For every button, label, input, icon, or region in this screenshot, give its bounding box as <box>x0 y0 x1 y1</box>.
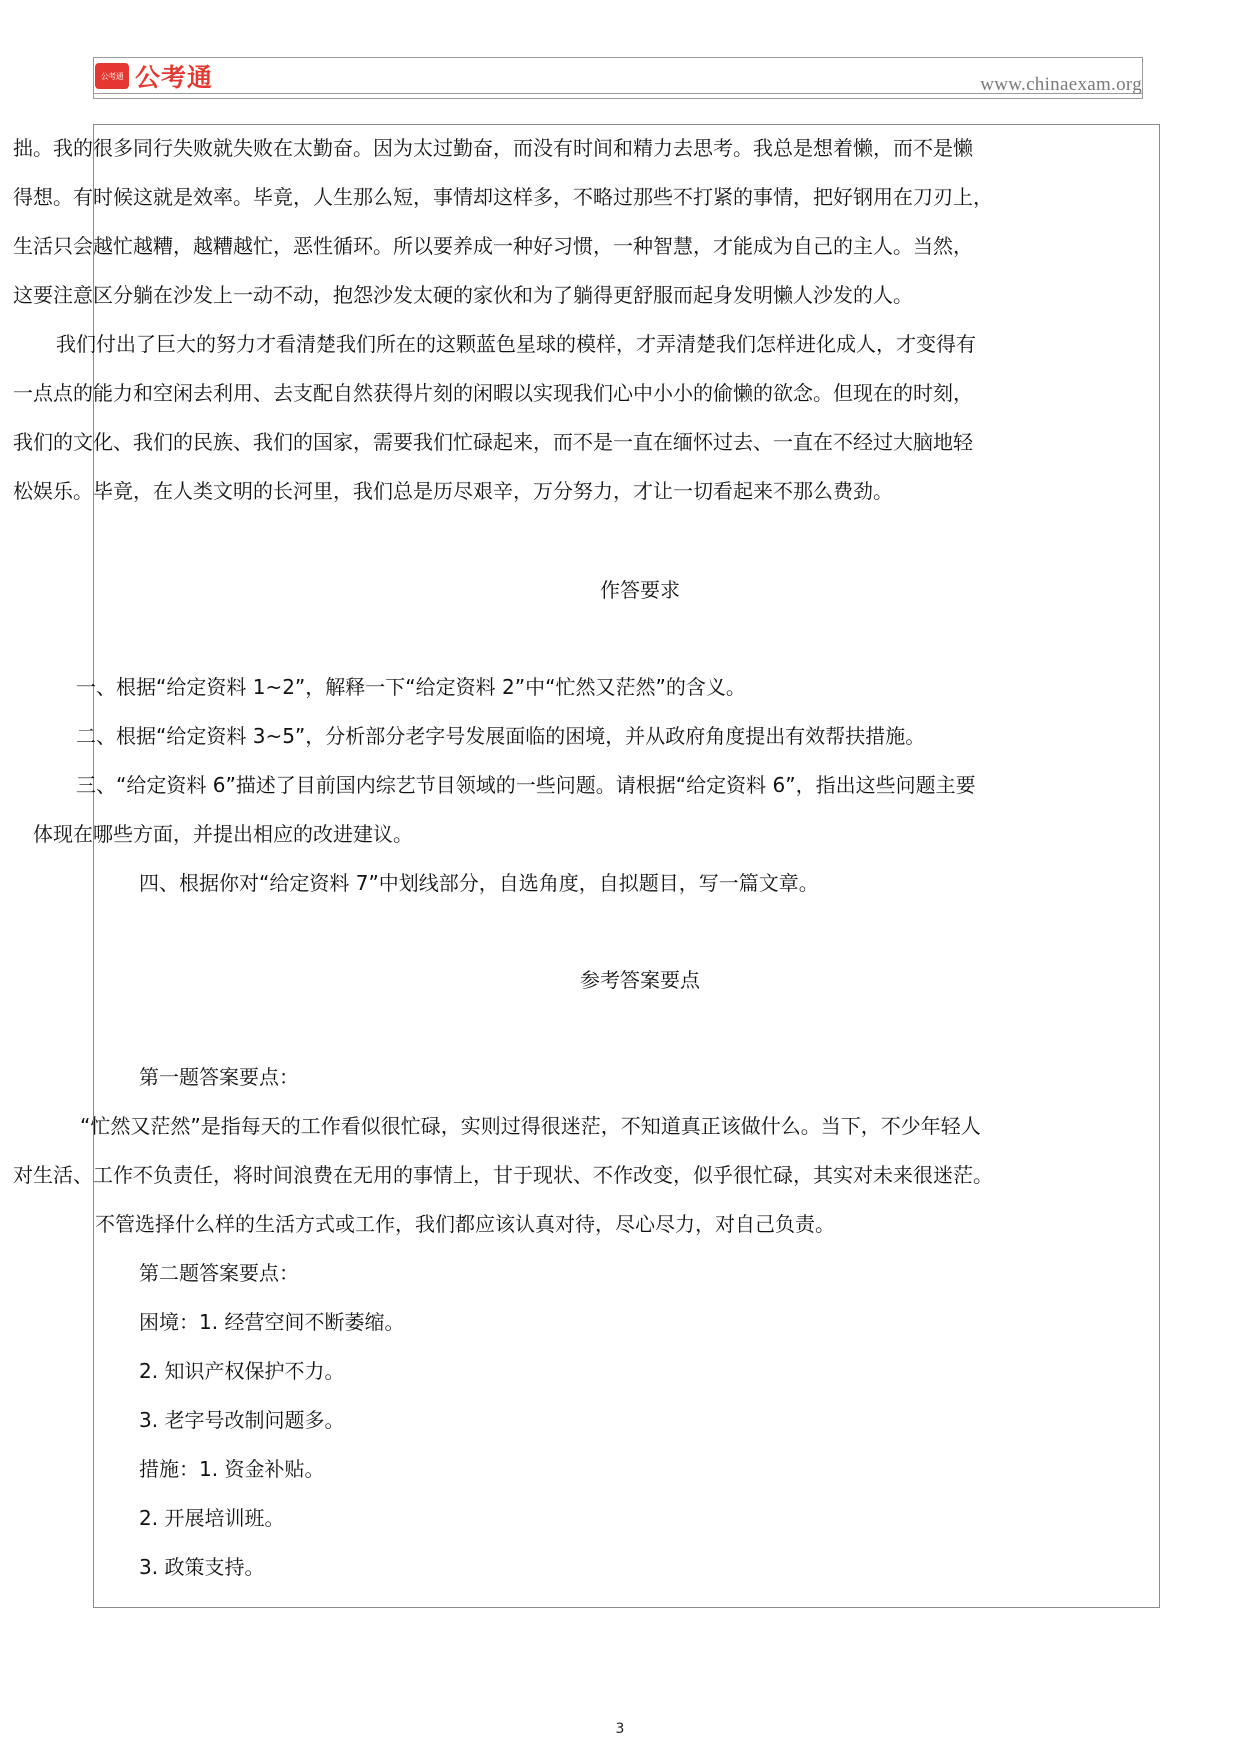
requirement-item: 三、“给定资料 6”描述了目前国内综艺节目领域的一些问题。请根据“给定资料 6”，指出这些问题主要 <box>76 773 976 797</box>
website-url: www.chinaexam.org <box>980 74 1142 95</box>
material-line: 得想。有时候这就是效率。毕竟，人生那么短，事情却这样多，不略过那些不打紧的事情，把好钢用在刀刃上， <box>13 185 993 209</box>
answer-line: 3. 老字号改制问题多。 <box>139 1408 345 1432</box>
requirement-item: 二、根据“给定资料 3~5”，分析部分老字号发展面临的困境，并从政府角度提出有效帮扶措施。 <box>76 724 926 748</box>
material-line: 我们的文化、我们的民族、我们的国家，需要我们忙碌起来，而不是一直在缅怀过去、一直在不经过大脑地轻 <box>13 430 973 454</box>
answer-line: 对生活、工作不负责任，将时间浪费在无用的事情上，甘于现状、不作改变，似乎很忙碌，其实对未来很迷茫。 <box>13 1163 993 1187</box>
material-line: 我们付出了巨大的努力才看清楚我们所在的这颗蓝色星球的模样，才弄清楚我们怎样进化成人，才变得有 <box>56 332 976 356</box>
requirement-item: 体现在哪些方面，并提出相应的改进建议。 <box>33 822 413 846</box>
requirements-title: 作答要求 <box>600 578 680 602</box>
logo <box>95 60 213 92</box>
material-line: 松娱乐。毕竟，在人类文明的长河里，我们总是历尽艰辛，万分努力，才让一切看起来不那么费劲。 <box>13 479 893 503</box>
q2-heading: 第二题答案要点： <box>139 1261 299 1285</box>
answer-line: 3. 政策支持。 <box>139 1555 265 1579</box>
answer-line: 措施：1. 资金补贴。 <box>139 1457 325 1481</box>
material-line: 这要注意区分躺在沙发上一动不动，抱怨沙发太硬的家伙和为了躺得更舒服而起身发明懒人沙发的人。 <box>13 283 913 307</box>
answer-line: 困境：1. 经营空间不断萎缩。 <box>139 1310 405 1334</box>
material-line: 拙。我的很多同行失败就失败在太勤奋。因为太过勤奋，而没有时间和精力去思考。我总是想着懒，而不是懒 <box>13 136 973 160</box>
page-number: 3 <box>615 1721 625 1737</box>
answer-line: 2. 开展培训班。 <box>139 1506 285 1530</box>
answer-line: 不管选择什么样的生活方式或工作，我们都应该认真对待，尽心尽力，对自己负责。 <box>95 1212 835 1236</box>
requirement-item: 四、根据你对“给定资料 7”中划线部分，自选角度，自拟题目，写一篇文章。 <box>139 871 819 895</box>
q1-heading: 第一题答案要点： <box>139 1065 299 1089</box>
answers-title: 参考答案要点 <box>580 968 700 992</box>
logo-text: 公考通 <box>135 63 214 92</box>
logo-mark-icon: 公考通 <box>95 63 129 89</box>
material-line: 生活只会越忙越糟，越糟越忙，恶性循环。所以要养成一种好习惯，一种智慧，才能成为自己的主人。当然， <box>13 234 973 258</box>
answer-line: “忙然又茫然”是指每天的工作看似很忙碌，实则过得很迷茫，不知道真正该做什么。当下，不少年轻人 <box>80 1114 981 1138</box>
answer-line: 2. 知识产权保护不力。 <box>139 1359 345 1383</box>
material-line: 一点点的能力和空闲去利用、去支配自然获得片刻的闲暇以实现我们心中小小的偷懒的欲念。但现在的时刻， <box>13 381 973 405</box>
requirement-item: 一、根据“给定资料 1~2”，解释一下“给定资料 2”中“忙然又茫然”的含义。 <box>76 675 746 699</box>
